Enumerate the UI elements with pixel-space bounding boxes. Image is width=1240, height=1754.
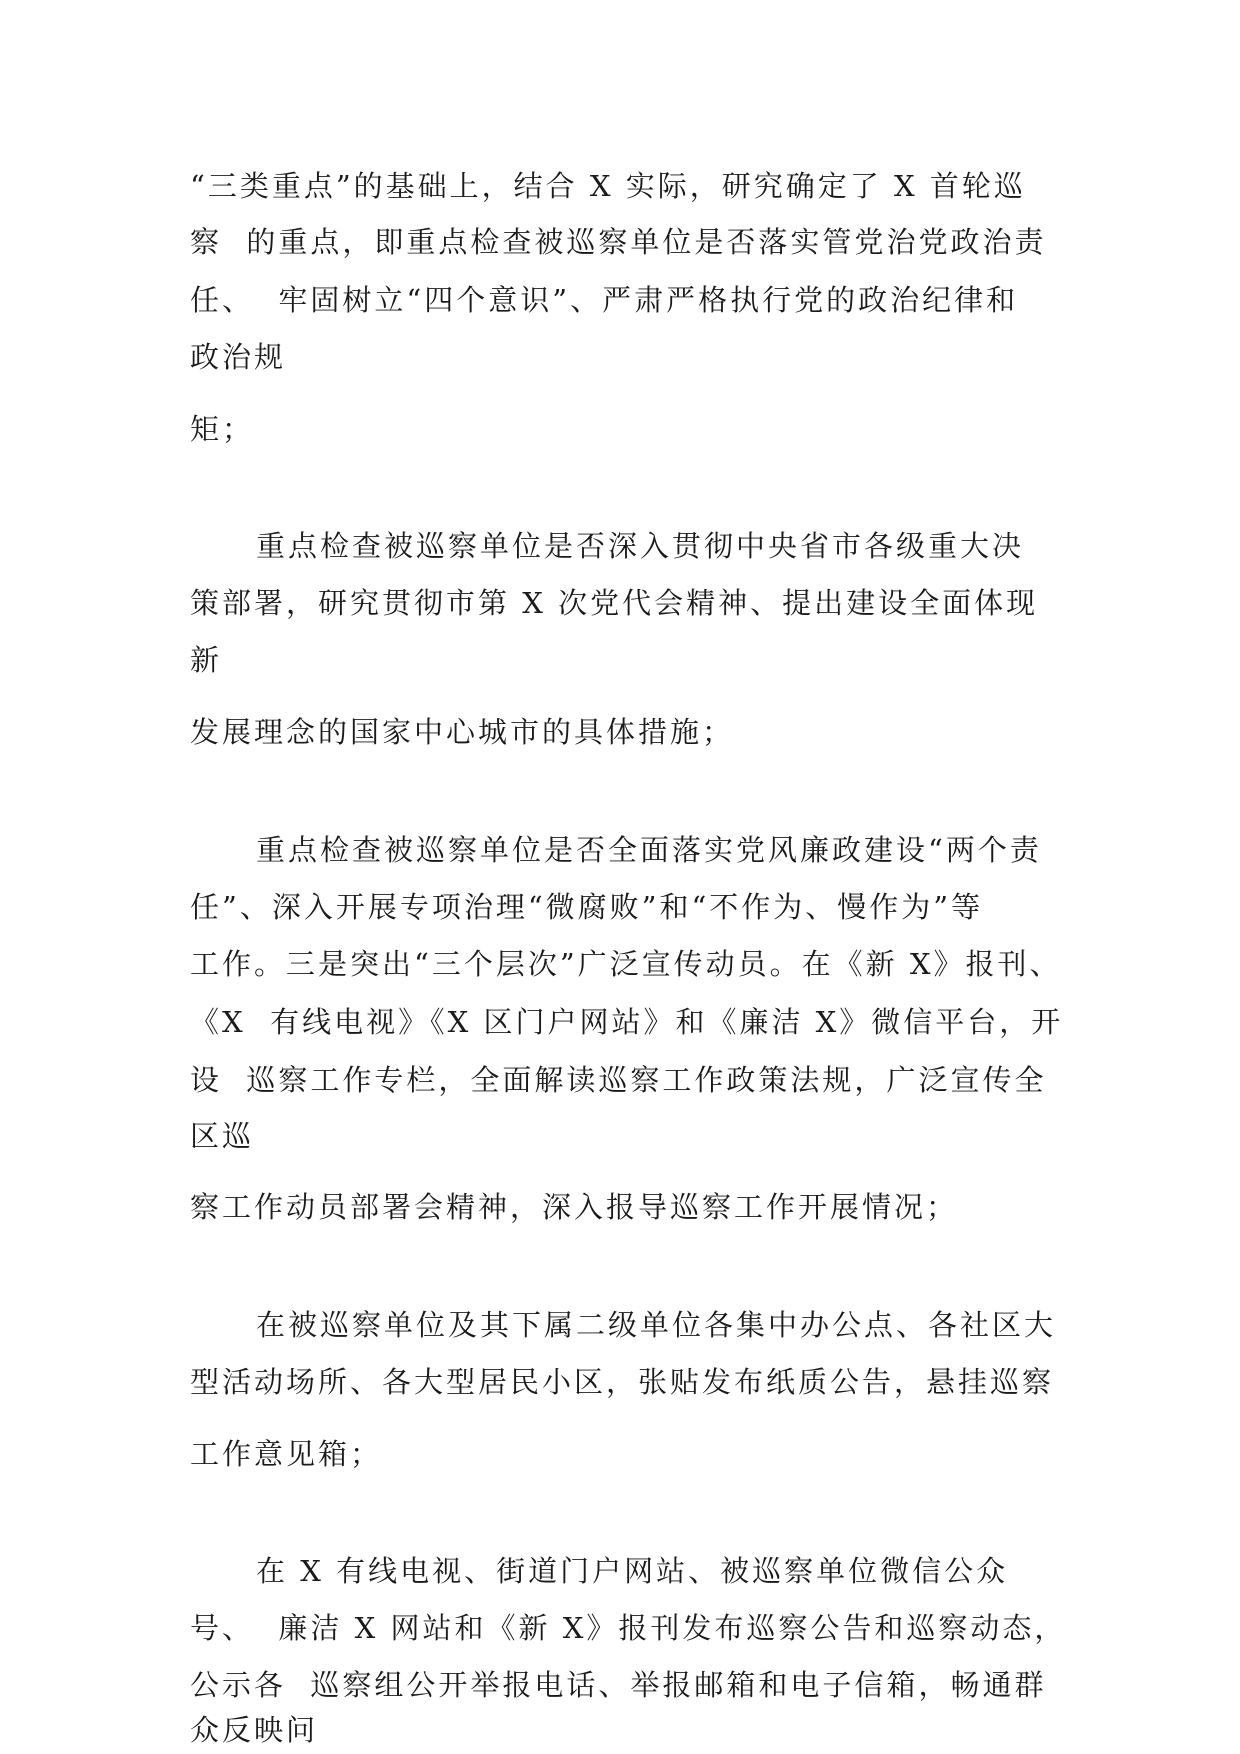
text-line: 公示各 巡察组公开举报电话、举报邮箱和电子信箱，畅通群 xyxy=(190,1668,1047,1702)
text-line: 政治规 xyxy=(190,340,287,374)
text-line: 工作意见箱； xyxy=(190,1437,383,1471)
text-line: 号、 廉洁 X 网站和《新 X》报刊发布巡察公告和巡察动态， xyxy=(190,1611,1067,1645)
text-line: 在 X 有线电视、街道门户网站、被巡察单位微信公众 xyxy=(256,1554,1009,1588)
text-line: 察 的重点，即重点检查被巡察单位是否落实管党治党政治责 xyxy=(190,225,1047,259)
text-line: 新 xyxy=(190,643,223,677)
text-line: 重点检查被巡察单位是否全面落实党风廉政建设“两个责 xyxy=(256,833,1042,867)
text-line: 任、 牢固树立“四个意识”、严肃严格执行党的政治纪律和 xyxy=(190,283,1019,317)
text-line: 众反映问 xyxy=(190,1713,319,1747)
text-line: 设 巡察工作专栏，全面解读巡察工作政策法规，广泛宣传全 xyxy=(190,1063,1047,1097)
text-line: 工作。三是突出“三个层次”广泛宣传动员。在《新 X》报刊、 xyxy=(190,947,1062,981)
text-line: 在被巡察单位及其下属二级单位各集中办公点、各社区大 xyxy=(256,1308,1057,1342)
text-line: 《X 有线电视》《X 区门户网站》和《廉洁 X》微信平台，开 xyxy=(190,1005,1064,1039)
text-line: 矩； xyxy=(190,412,255,446)
text-line: “三类重点”的基础上，结合 X 实际，研究确定了 X 首轮巡 xyxy=(190,169,1026,203)
text-line: 任”、深入开展专项治理“微腐败”和“不作为、慢作为”等 xyxy=(190,890,984,924)
text-line: 发展理念的国家中心城市的具体措施； xyxy=(190,715,735,749)
text-line: 察工作动员部署会精神，深入报导巡察工作开展情况； xyxy=(190,1190,959,1224)
text-line: 重点检查被巡察单位是否深入贯彻中央省市各级重大决 xyxy=(256,529,1025,563)
text-line: 区巡 xyxy=(190,1119,255,1153)
text-line: 策部署，研究贯彻市第 X 次党代会精神、提出建设全面体现 xyxy=(190,586,1039,620)
text-line: 型活动场所、各大型居民小区，张贴发布纸质公告，悬挂巡察 xyxy=(190,1365,1055,1399)
